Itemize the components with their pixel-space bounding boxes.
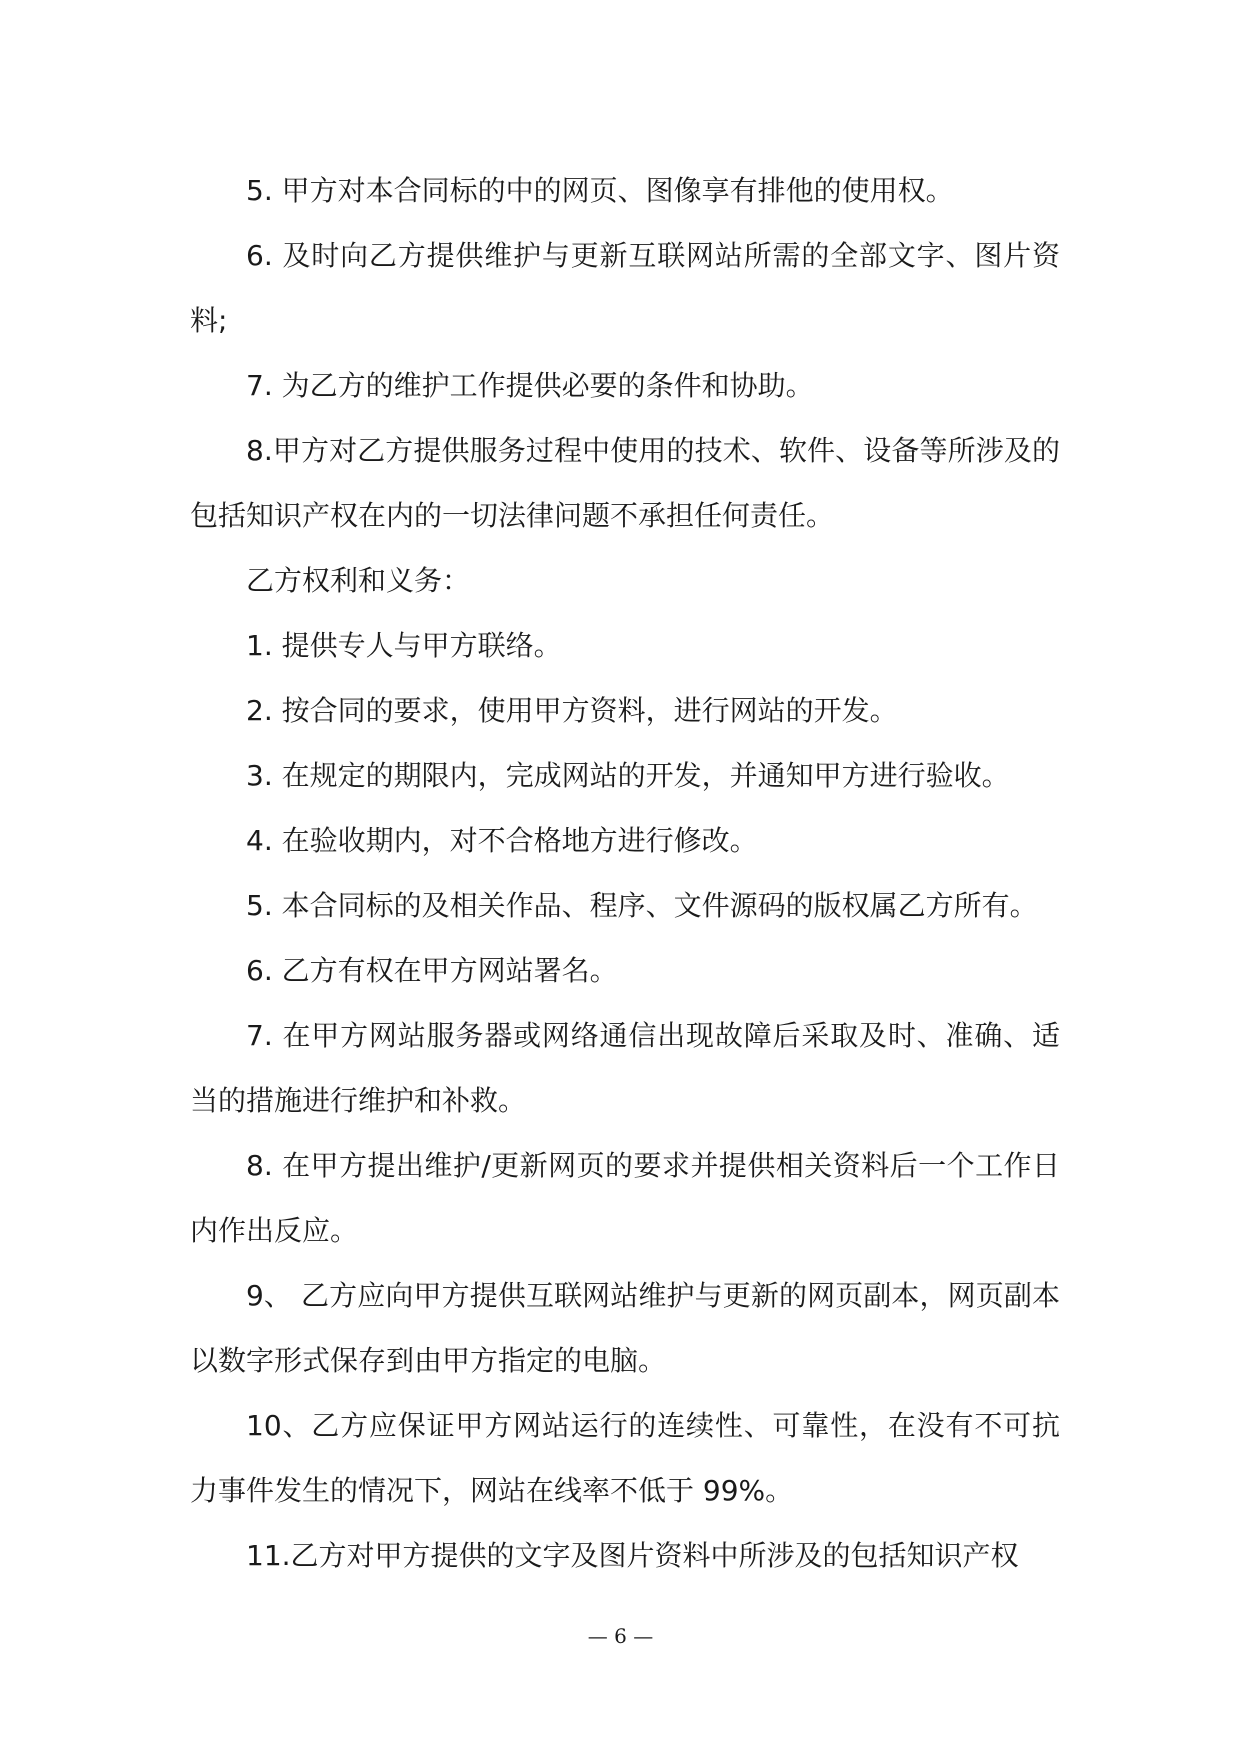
body-text bbox=[190, 158, 1060, 1588]
paragraph-party-b-2: 2. 按合同的要求，使用甲方资料，进行网站的开发。 bbox=[246, 694, 898, 727]
paragraph-party-b-8: 8. 在甲方提出维护/更新网页的要求并提供相关资料后一个工作日内作出反应。 bbox=[190, 1149, 1060, 1247]
paragraph-party-b-5: 5. 本合同标的及相关作品、程序、文件源码的版权属乙方所有。 bbox=[246, 889, 1038, 922]
paragraph-party-a-6: 6. 及时向乙方提供维护与更新互联网站所需的全部文字、图片资料; bbox=[190, 239, 1060, 337]
paragraph-party-b-1: 1. 提供专人与甲方联络。 bbox=[246, 629, 562, 662]
paragraph-party-a-7: 7. 为乙方的维护工作提供必要的条件和协助。 bbox=[246, 369, 814, 402]
paragraph-party-a-5: 5. 甲方对本合同标的中的网页、图像享有排他的使用权。 bbox=[246, 174, 954, 207]
paragraph-party-b-3: 3. 在规定的期限内，完成网站的开发，并通知甲方进行验收。 bbox=[246, 759, 1010, 792]
paragraph-party-b-4: 4. 在验收期内，对不合格地方进行修改。 bbox=[246, 824, 758, 857]
page-number: — 6 — bbox=[587, 1624, 654, 1648]
paragraph-party-b-6: 6. 乙方有权在甲方网站署名。 bbox=[246, 954, 618, 987]
paragraph-party-b-9: 9、 乙方应向甲方提供互联网站维护与更新的网页副本，网页副本以数字形式保存到由甲方指定的电脑。 bbox=[190, 1279, 1060, 1377]
paragraph-party-b-11: 11.乙方对甲方提供的文字及图片资料中所涉及的包括知识产权 bbox=[246, 1539, 1019, 1572]
paragraph-party-b-10: 10、乙方应保证甲方网站运行的连续性、可靠性，在没有不可抗力事件发生的情况下，网站在线率不低于 99%。 bbox=[190, 1409, 1060, 1507]
paragraph-party-b-7: 7. 在甲方网站服务器或网络通信出现故障后采取及时、准确、适当的措施进行维护和补救。 bbox=[190, 1019, 1060, 1117]
section-heading-party-b: 乙方权利和义务： bbox=[246, 564, 471, 597]
paragraph-party-a-8: 8.甲方对乙方提供服务过程中使用的技术、软件、设备等所涉及的包括知识产权在内的一切法律问题不承担任何责任。 bbox=[190, 434, 1060, 532]
